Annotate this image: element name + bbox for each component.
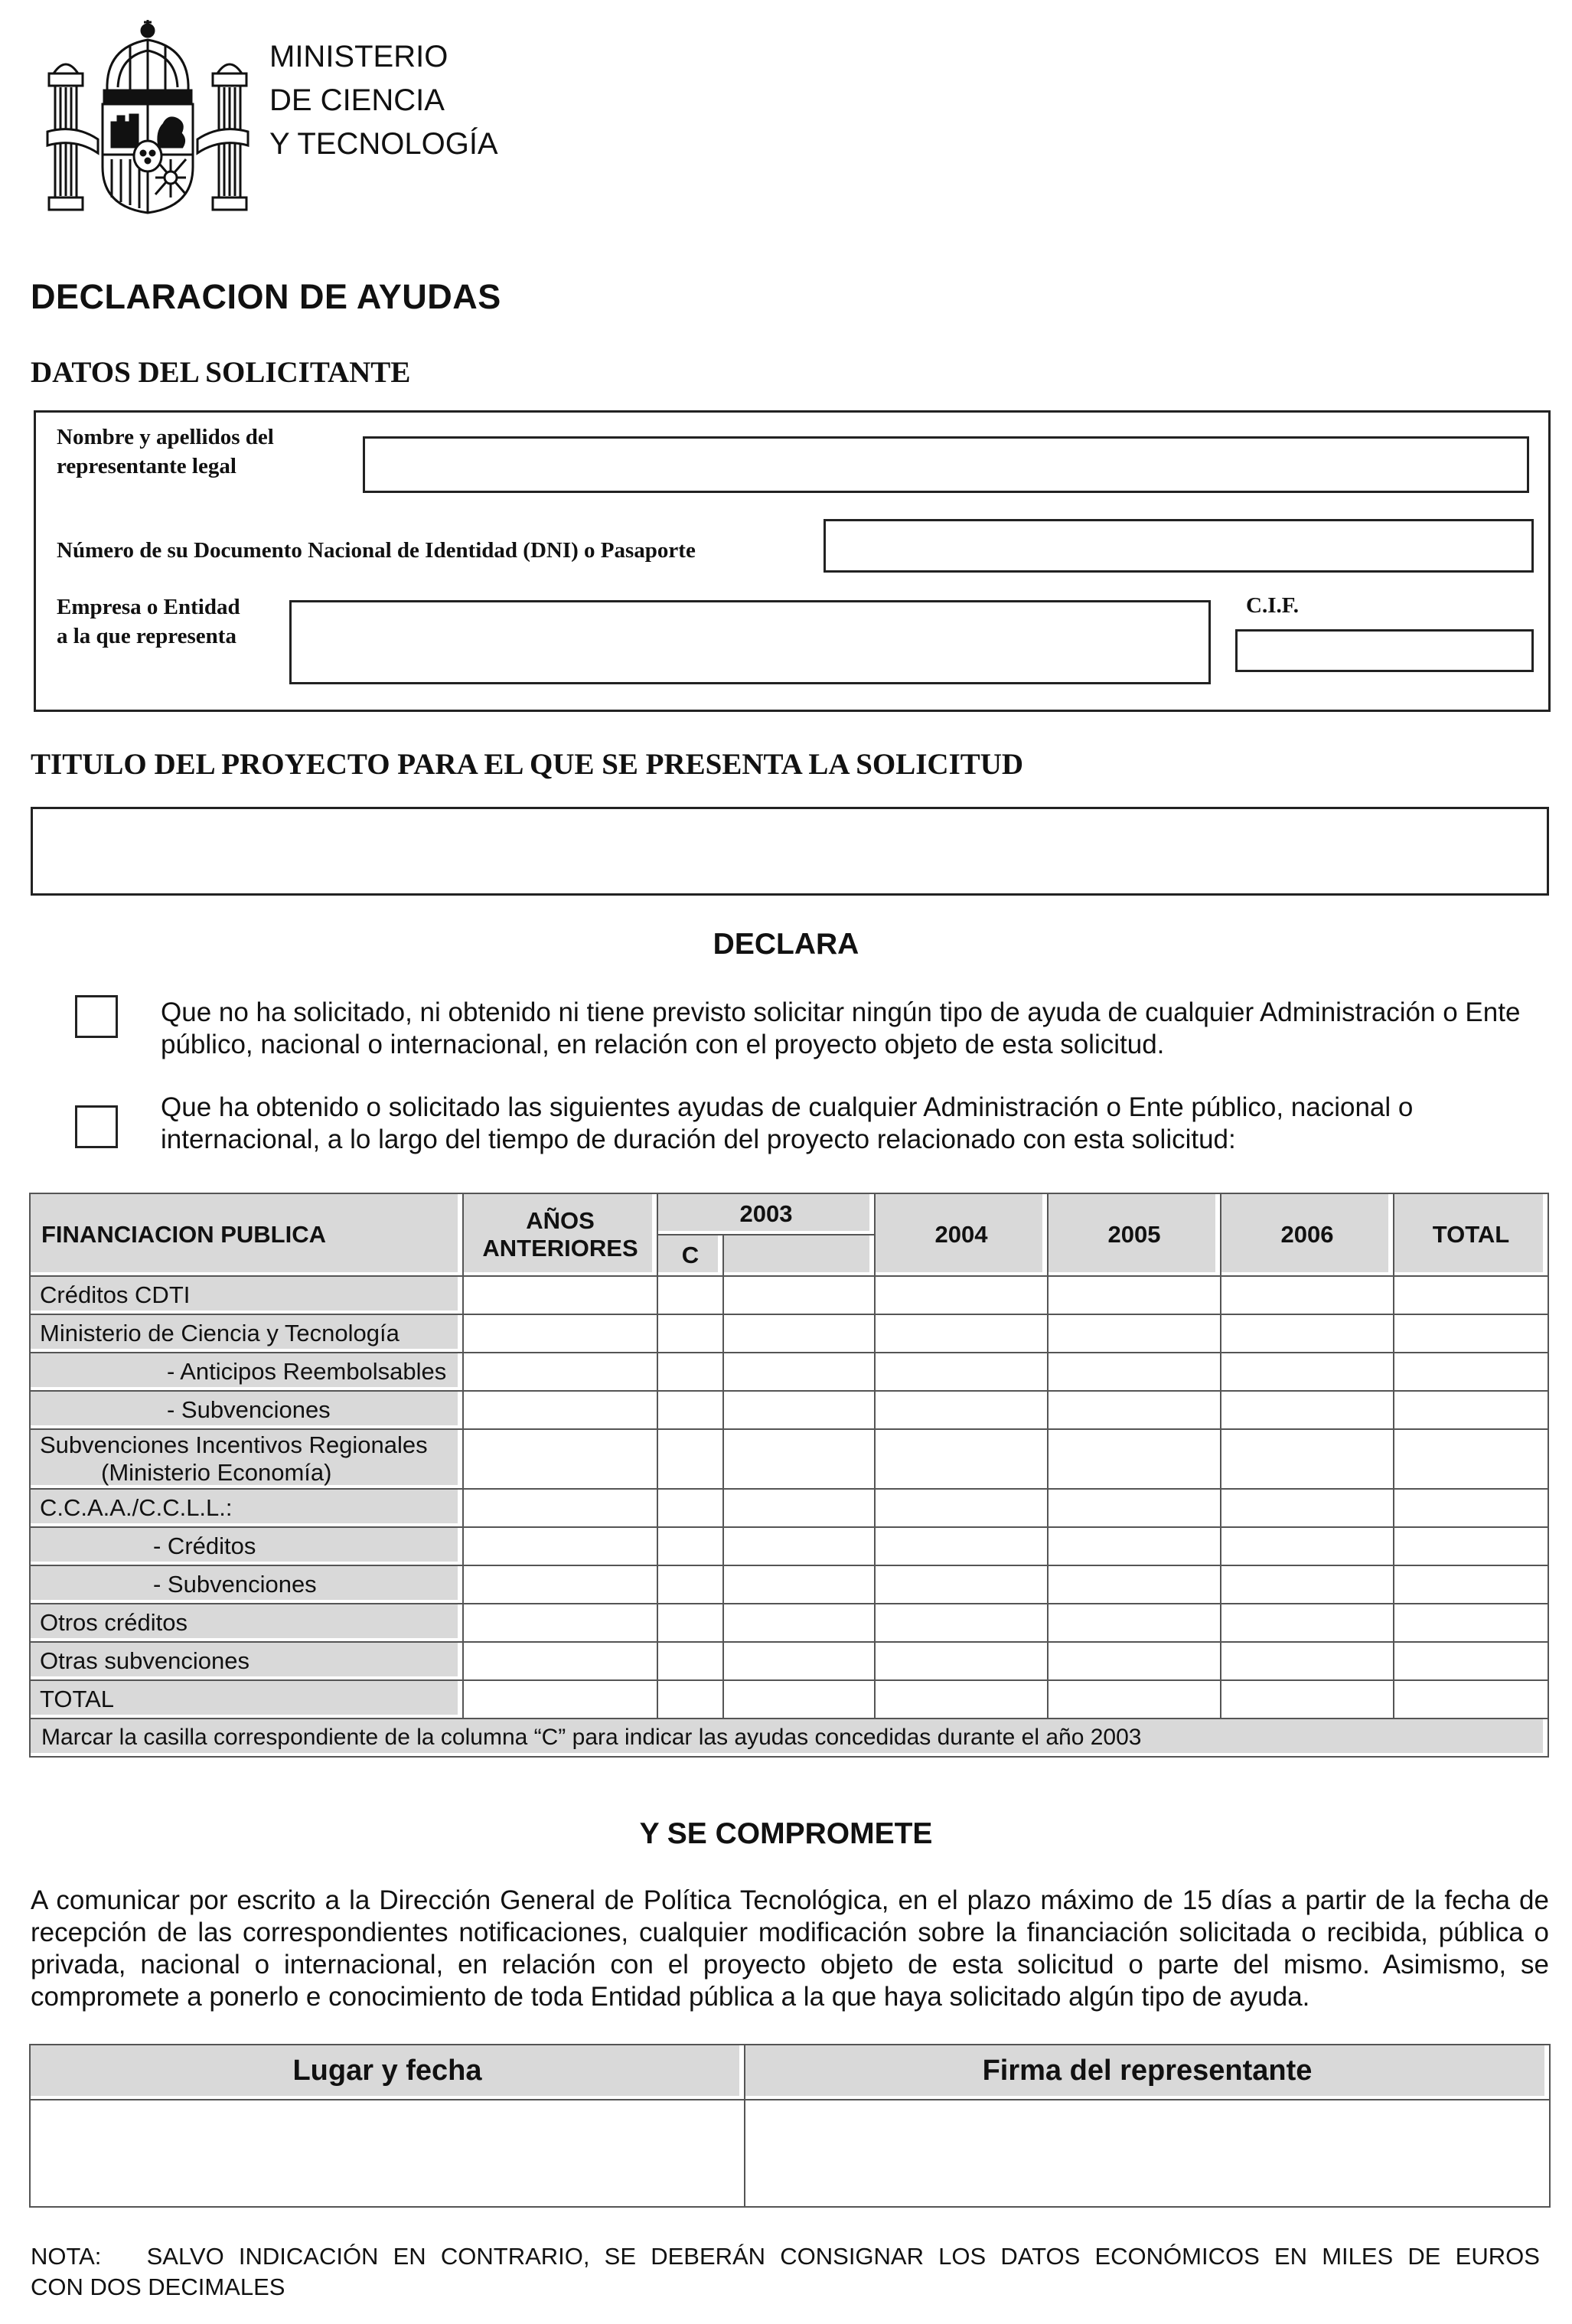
commitment-text: A comunicar por escrito a la Dirección General de Política Tecnológica, en el plazo máximo de 15 días a partir de la fecha de recepción de las correspondientes notificaciones, cualquier modificación sobre la financiación solicitada o recibida, pública o privada, nacional o internacional, en relación con el proyecto objeto de esta solicitud o parte del mismo. Asimismo, se compromete a ponerlo e conocimiento de toda Entidad pública a la que haya solicitado algún tipo de ayuda. xyxy=(31,1885,1549,2012)
header-2003: 2003 xyxy=(657,1193,875,1235)
header-2005: 2005 xyxy=(1048,1193,1221,1276)
table-row xyxy=(30,1489,1548,1527)
nota-word: CONSIGNAR xyxy=(780,2243,924,2270)
cell-c-checkbox[interactable] xyxy=(657,1429,723,1489)
cif-label: C.I.F. xyxy=(1246,593,1300,618)
cell-c-checkbox[interactable] xyxy=(657,1276,723,1314)
footer-note xyxy=(31,2241,1540,2303)
row-label-line2: (Ministerio Economía) xyxy=(101,1459,332,1486)
cell-c-checkbox[interactable] xyxy=(657,1642,723,1680)
table-row xyxy=(30,1353,1548,1391)
cell-input[interactable] xyxy=(723,1314,875,1353)
cell-input[interactable] xyxy=(463,1489,657,1527)
signature-body-row xyxy=(30,2100,1550,2207)
cell-input[interactable] xyxy=(875,1353,1048,1391)
cell-input[interactable] xyxy=(723,1489,875,1527)
cell-input[interactable] xyxy=(1221,1642,1394,1680)
cell-input[interactable] xyxy=(723,1680,875,1719)
cell-input[interactable] xyxy=(1048,1276,1221,1314)
no-aid-text: Que no ha solicitado, ni obtenido ni tiene previsto solicitar ningún tipo de ayuda de cualquier Administración o Ente público, nacional o internacional, en relación con el proyecto objeto de esta solicitud. xyxy=(161,997,1521,1059)
row-label: - Subvenciones xyxy=(30,1565,463,1604)
cell-input[interactable] xyxy=(1394,1604,1548,1642)
cell-c-checkbox[interactable] xyxy=(657,1604,723,1642)
cell-input[interactable] xyxy=(1394,1276,1548,1314)
nota-word: CONTRARIO, xyxy=(440,2243,590,2270)
header-2003-amount xyxy=(723,1235,875,1276)
header-anos-line1: AÑOS xyxy=(526,1207,595,1234)
company-label-line1: Empresa o Entidad xyxy=(57,595,240,619)
cell-input[interactable] xyxy=(1048,1489,1221,1527)
aid-obtained-text: Que ha obtenido o solicitado las siguientes ayudas de cualquier Administración o Ente público, nacional o internacional, a lo largo del tiempo de duración del proyecto relacionado con esta solicitud: xyxy=(161,1092,1414,1154)
cell-input[interactable] xyxy=(1048,1565,1221,1604)
dni-label: Número de su Documento Nacional de Identidad (DNI) o Pasaporte xyxy=(57,538,696,563)
row-label: C.C.A.A./C.C.L.L.: xyxy=(30,1489,463,1527)
cell-input[interactable] xyxy=(1221,1565,1394,1604)
header-anos-anteriores xyxy=(463,1193,657,1276)
nota-word: ECONÓMICOS xyxy=(1094,2243,1260,2270)
dni-field[interactable] xyxy=(824,519,1534,573)
cell-input[interactable] xyxy=(1221,1314,1394,1353)
cell-input[interactable] xyxy=(1221,1276,1394,1314)
declara-heading: DECLARA xyxy=(713,928,859,961)
nota-word: EN xyxy=(1274,2243,1308,2270)
cell-input[interactable] xyxy=(875,1565,1048,1604)
cell-input[interactable] xyxy=(1394,1642,1548,1680)
document-title: DECLARACION DE AYUDAS xyxy=(31,277,501,316)
cell-input[interactable] xyxy=(1221,1391,1394,1429)
cell-input[interactable] xyxy=(463,1353,657,1391)
header-c: C xyxy=(657,1235,723,1276)
cell-input[interactable] xyxy=(463,1391,657,1429)
row-label: - Subvenciones xyxy=(30,1391,463,1429)
nota-word: EUROS xyxy=(1455,2243,1540,2270)
cell-c-checkbox[interactable] xyxy=(657,1489,723,1527)
cell-input[interactable] xyxy=(875,1276,1048,1314)
nota-word: DATOS xyxy=(1000,2243,1081,2270)
cell-input[interactable] xyxy=(723,1642,875,1680)
cell-input[interactable] xyxy=(1221,1527,1394,1565)
signature-field[interactable] xyxy=(745,2100,1550,2207)
cell-input[interactable] xyxy=(723,1391,875,1429)
cell-input[interactable] xyxy=(875,1429,1048,1489)
header-financiacion: FINANCIACION PUBLICA xyxy=(30,1193,463,1276)
cell-input[interactable] xyxy=(463,1429,657,1489)
cell-input[interactable] xyxy=(1221,1353,1394,1391)
cell-input[interactable] xyxy=(723,1429,875,1489)
table-note: Marcar la casilla correspondiente de la columna “C” para indicar las ayudas concedidas durante el año 2003 xyxy=(30,1719,1548,1757)
signature-header: Firma del representante xyxy=(745,2045,1550,2100)
footer-note-line2: CON DOS DECIMALES xyxy=(31,2273,285,2300)
cell-input[interactable] xyxy=(463,1604,657,1642)
company-label-line2: a la que representa xyxy=(57,624,236,648)
cell-input[interactable] xyxy=(1048,1353,1221,1391)
cell-input[interactable] xyxy=(1221,1489,1394,1527)
header-anos-line2: ANTERIORES xyxy=(482,1235,638,1262)
cell-c-checkbox[interactable] xyxy=(657,1314,723,1353)
spanish-coat-of-arms-icon xyxy=(44,17,251,217)
table-row xyxy=(30,1276,1548,1314)
project-title-field[interactable] xyxy=(31,807,1549,896)
cell-input[interactable] xyxy=(1221,1429,1394,1489)
cell-input[interactable] xyxy=(875,1489,1048,1527)
cell-input[interactable] xyxy=(875,1604,1048,1642)
table-row xyxy=(30,1314,1548,1353)
cell-input[interactable] xyxy=(1394,1314,1548,1353)
cell-input[interactable] xyxy=(463,1642,657,1680)
table-row xyxy=(30,1527,1548,1565)
table-row xyxy=(30,1604,1548,1642)
footer-note-line1 xyxy=(31,2241,1540,2272)
name-label-line1: Nombre y apellidos del xyxy=(57,425,274,449)
cell-input[interactable] xyxy=(1048,1642,1221,1680)
place-date-header: Lugar y fecha xyxy=(30,2045,745,2100)
ministry-name xyxy=(269,35,498,166)
cell-input[interactable] xyxy=(1394,1527,1548,1565)
row-label: - Créditos xyxy=(30,1527,463,1565)
nota-label: NOTA: xyxy=(31,2243,102,2270)
cell-input[interactable] xyxy=(1048,1391,1221,1429)
cell-input[interactable] xyxy=(463,1680,657,1719)
signature-table xyxy=(29,2044,1551,2208)
cell-input[interactable] xyxy=(1048,1604,1221,1642)
row-label: Ministerio de Ciencia y Tecnología xyxy=(30,1314,463,1353)
ministry-line-3: Y TECNOLOGÍA xyxy=(269,127,498,161)
table-note-row xyxy=(30,1719,1548,1757)
table-row xyxy=(30,1391,1548,1429)
cell-input[interactable] xyxy=(1394,1680,1548,1719)
row-label: Otras subvenciones xyxy=(30,1642,463,1680)
cell-c-checkbox[interactable] xyxy=(657,1565,723,1604)
cell-input[interactable] xyxy=(723,1604,875,1642)
nota-word: SALVO xyxy=(146,2243,224,2270)
nota-word: MILES xyxy=(1322,2243,1394,2270)
row-label-line1: Subvenciones Incentivos Regionales xyxy=(40,1431,428,1458)
cell-input[interactable] xyxy=(1048,1680,1221,1719)
cell-input[interactable] xyxy=(463,1565,657,1604)
row-label: - Anticipos Reembolsables xyxy=(30,1353,463,1391)
nota-word: DE xyxy=(1407,2243,1441,2270)
company-field[interactable] xyxy=(289,600,1211,684)
header-total: TOTAL xyxy=(1394,1193,1548,1276)
cell-input[interactable] xyxy=(463,1276,657,1314)
cell-input[interactable] xyxy=(1394,1429,1548,1489)
nota-word: SE xyxy=(604,2243,637,2270)
header-2006: 2006 xyxy=(1221,1193,1394,1276)
cell-c-checkbox[interactable] xyxy=(657,1527,723,1565)
signature-header-row xyxy=(30,2045,1550,2100)
cell-input[interactable] xyxy=(1048,1429,1221,1489)
header-2004: 2004 xyxy=(875,1193,1048,1276)
cell-input[interactable] xyxy=(875,1680,1048,1719)
cell-input[interactable] xyxy=(723,1527,875,1565)
cell-input[interactable] xyxy=(875,1391,1048,1429)
company-label xyxy=(57,592,240,651)
compromete-heading: Y SE COMPROMETE xyxy=(639,1817,933,1850)
cell-input[interactable] xyxy=(1394,1565,1548,1604)
cell-c-checkbox[interactable] xyxy=(657,1391,723,1429)
table-header-row-1 xyxy=(30,1193,1548,1235)
aid-obtained-checkbox[interactable] xyxy=(75,1105,118,1148)
row-label xyxy=(30,1429,463,1489)
project-section-title: TITULO DEL PROYECTO PARA EL QUE SE PRESENTA LA SOLICITUD xyxy=(31,748,1024,781)
cell-input[interactable] xyxy=(1394,1353,1548,1391)
cell-c-checkbox[interactable] xyxy=(657,1680,723,1719)
no-aid-checkbox[interactable] xyxy=(75,995,118,1038)
table-row xyxy=(30,1565,1548,1604)
nota-word: LOS xyxy=(938,2243,987,2270)
cell-input[interactable] xyxy=(723,1565,875,1604)
cell-input[interactable] xyxy=(463,1314,657,1353)
ministry-line-2: DE CIENCIA xyxy=(269,83,445,117)
table-row xyxy=(30,1429,1548,1489)
name-label-line2: representante legal xyxy=(57,454,236,478)
cell-input[interactable] xyxy=(1048,1314,1221,1353)
place-date-field[interactable] xyxy=(30,2100,745,2207)
name-field[interactable] xyxy=(363,436,1529,493)
funding-table xyxy=(29,1193,1549,1758)
cell-input[interactable] xyxy=(723,1353,875,1391)
cell-input[interactable] xyxy=(1221,1604,1394,1642)
cell-input[interactable] xyxy=(1048,1527,1221,1565)
ministry-line-1: MINISTERIO xyxy=(269,40,448,73)
cell-input[interactable] xyxy=(1394,1391,1548,1429)
cell-input[interactable] xyxy=(463,1527,657,1565)
nota-word: INDICACIÓN xyxy=(238,2243,379,2270)
cell-input[interactable] xyxy=(875,1642,1048,1680)
row-label: Créditos CDTI xyxy=(30,1276,463,1314)
cell-input[interactable] xyxy=(875,1314,1048,1353)
cif-field[interactable] xyxy=(1235,629,1534,672)
applicant-section-title: DATOS DEL SOLICITANTE xyxy=(31,356,411,389)
cell-input[interactable] xyxy=(875,1527,1048,1565)
table-row xyxy=(30,1680,1548,1719)
cell-input[interactable] xyxy=(723,1276,875,1314)
row-label: Otros créditos xyxy=(30,1604,463,1642)
nota-word: EN xyxy=(393,2243,426,2270)
nota-word: DEBERÁN xyxy=(651,2243,766,2270)
row-label: TOTAL xyxy=(30,1680,463,1719)
cell-c-checkbox[interactable] xyxy=(657,1353,723,1391)
cell-input[interactable] xyxy=(1221,1680,1394,1719)
table-row xyxy=(30,1642,1548,1680)
cell-input[interactable] xyxy=(1394,1489,1548,1527)
name-label xyxy=(57,423,274,481)
